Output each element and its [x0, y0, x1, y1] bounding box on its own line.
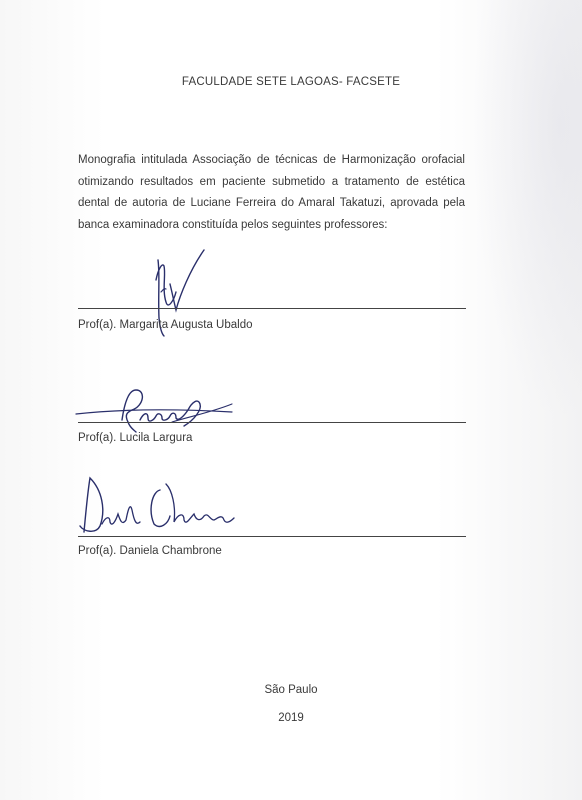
examiner-name-2: Prof(a). Lucila Largura [78, 432, 193, 444]
institution-heading: FACULDADE SETE LAGOAS- FACSETE [181, 76, 401, 88]
signature-line-2 [78, 422, 466, 423]
city-label: São Paulo [264, 684, 318, 696]
approval-paragraph: Monografia intitulada Associação de técnicas de Harmonização orofacial otimizando resultados em paciente submetido a tratamento de estética dental de autoria de Luciane Ferreira do Amaral Takatuzi, aprovada pela banca examinadora constituída pelos seguintes professores: [78, 154, 465, 231]
signature-line-3 [78, 536, 466, 537]
signature-image-3 [72, 470, 242, 540]
signature-line-1 [78, 308, 466, 309]
year-label: 2019 [278, 712, 304, 724]
examiner-name-1: Prof(a). Margarita Augusta Ubaldo [78, 319, 253, 331]
examiner-name-3: Prof(a). Daniela Chambrone [78, 545, 222, 557]
